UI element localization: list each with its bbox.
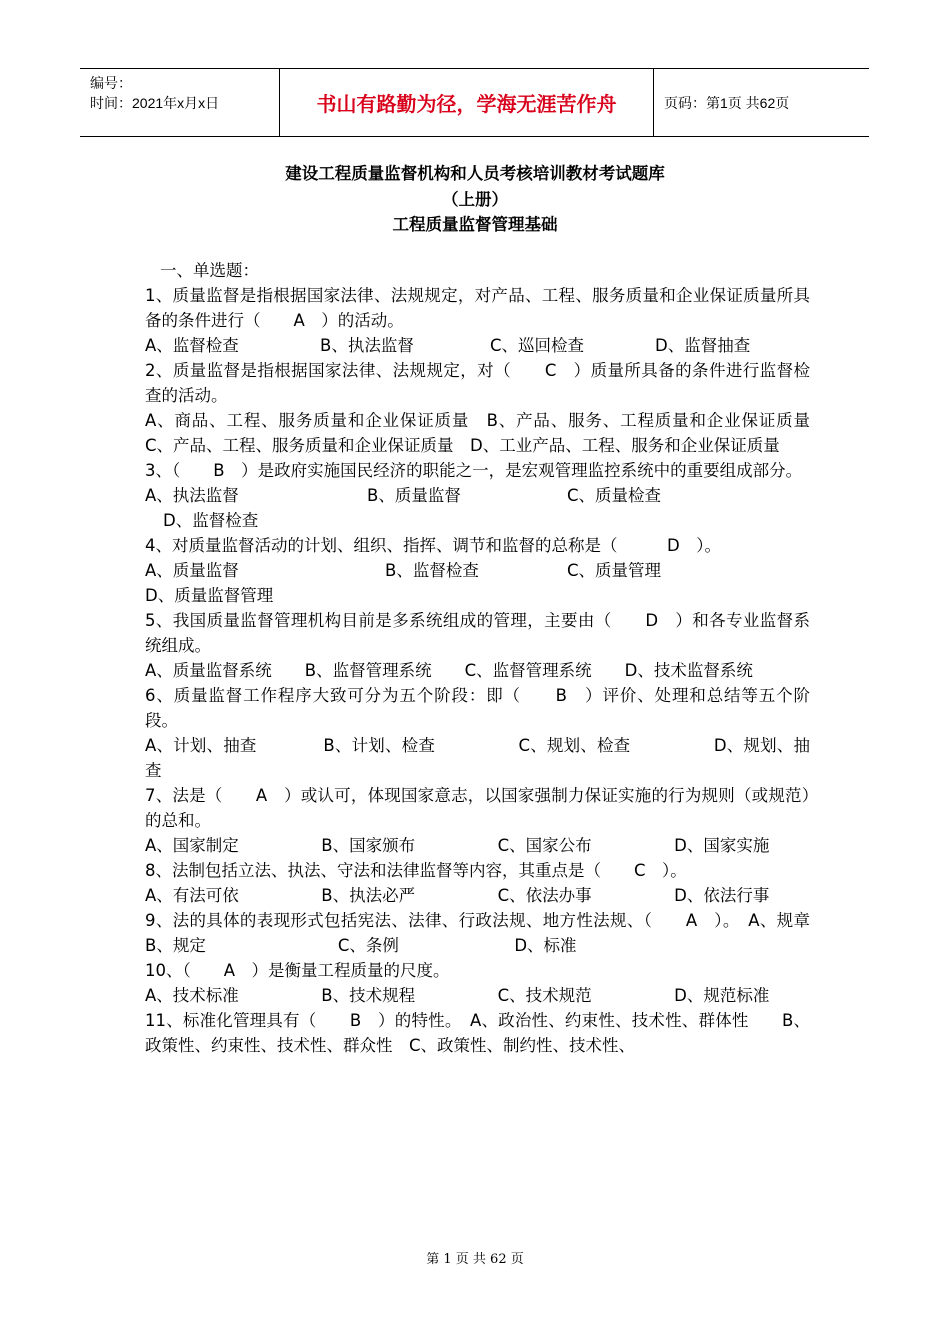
question-7-options: A、国家制定 B、国家颁布 C、国家公布 D、国家实施 — [145, 836, 770, 855]
header-meta — [80, 69, 280, 136]
question-body — [145, 258, 942, 1058]
option: C、质量检查 — [567, 486, 662, 505]
option: B、监督检查 — [385, 561, 479, 580]
question-5-options: A、质量监督系统 B、监督管理系统 C、监督管理系统 D、技术监督系统 — [145, 661, 753, 680]
document-title: 建设工程质量监督机构和人员考核培训教材考试题库 — [285, 164, 665, 183]
page-info: 页码：第1页 共62页 — [664, 94, 790, 111]
question-1: 1、质量监督是指根据国家法律、法规规定，对产品、工程、服务质量和企业保证质量所具备的条件进行（ A ）的活动。 — [145, 286, 810, 330]
option: A、执法监督 — [145, 486, 239, 505]
question-3: 3、（ B ）是政府实施国民经济的职能之一，是宏观管理监控系统中的重要组成部分。 — [145, 461, 803, 480]
question-4-option-d: D、质量监督管理 — [145, 586, 274, 605]
question-10-options: A、技术标准 B、技术规程 C、技术规范 D、规范标准 — [145, 986, 770, 1005]
question-1-options — [145, 333, 810, 358]
question-3-option-d: D、监督检查 — [163, 511, 259, 530]
number-label: 编号： — [90, 75, 132, 91]
question-5: 5、我国质量监督管理机构目前是多系统组成的管理，主要由（ D ）和各专业监督系统组成。 — [145, 611, 810, 655]
document-subtitle: 工程质量监督管理基础 — [392, 215, 558, 234]
question-9: 9、法的具体的表现形式包括宪法、法律、行政法规、地方性法规、（ A ）。 A、规章 B、规定 C、条例 D、标准 — [145, 911, 942, 955]
option: C、质量管理 — [567, 561, 662, 580]
option: A、质量监督 — [145, 561, 239, 580]
question-6: 6、质量监督工作程序大致可分为五个阶段：即（ B ）评价、处理和总结等五个阶段。 — [145, 686, 810, 730]
question-6-options: A、计划、抽查 B、计划、检查 C、规划、检查 D、规划、抽查 — [145, 736, 810, 780]
option: C、巡回检查 — [490, 336, 585, 355]
question-2-options: A、商品、工程、服务质量和企业保证质量 B、产品、服务、工程质量和企业保证质量 C、产品、工程、服务质量和企业保证质量 D、工业产品、工程、服务和企业保证质量 — [145, 411, 827, 455]
question-8-options: A、有法可依 B、执法必严 C、依法办事 D、依法行事 — [145, 886, 770, 905]
question-4-options — [145, 558, 810, 583]
question-4: 4、对质量监督活动的计划、组织、指挥、调节和监督的总称是（ D ）。 — [145, 536, 721, 555]
page-footer: 第 1 页 共 62 页 — [426, 1252, 524, 1267]
question-2: 2、质量监督是指根据国家法律、法规规定，对（ C ）质量所具备的条件进行监督检查的活动。 — [145, 361, 810, 405]
option: D、监督抽查 — [655, 336, 751, 355]
option: B、质量监督 — [367, 486, 461, 505]
section-heading: 一、单选题： — [160, 261, 259, 280]
option: B、执法监督 — [320, 336, 414, 355]
header-table — [80, 68, 869, 137]
time-label: 时间：2021年x月x日 — [90, 95, 220, 111]
question-3-options — [145, 483, 810, 508]
question-7: 7、法是（ A ）或认可，体现国家意志，以国家强制力保证实施的行为规则（或规范）的总和。 — [145, 786, 810, 830]
question-10: 10、（ A ）是衡量工程质量的尺度。 — [145, 961, 450, 980]
volume-label: （上册） — [442, 190, 508, 209]
option: A、监督检查 — [145, 336, 239, 355]
question-8: 8、法制包括立法、执法、守法和法律监督等内容，其重点是（ C ）。 — [145, 861, 687, 880]
question-11: 11、标准化管理具有（ B ）的特性。 A、政治性、约束性、技术性、群体性 B、政策性、约束性、技术性、群众性 C、政策性、制约性、技术性、 — [145, 1011, 810, 1055]
motto: 书山有路勤为径，学海无涯苦作舟 — [280, 69, 654, 136]
